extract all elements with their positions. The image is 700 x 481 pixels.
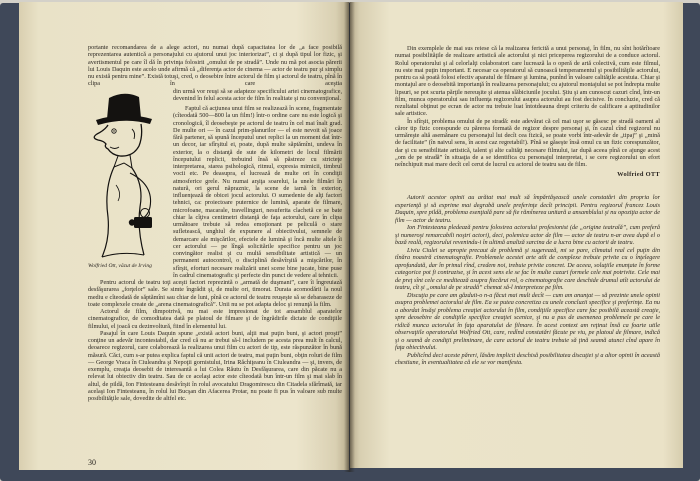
left-paragraph: Pentru actorul de teatru toţi aceşti factori reprezintă o „armată de duşmani”, care îi îngreuiază desfăşurarea „forţelor” sale. Se simte îngrădit şi, de multe ori, timorat. Durata acomodării la noul mediu e cîteodată de săptămîni sau chiar de luni, pînă ce actorul de teatru reuşeşte să se debaraseze de toate complexele create de „arena cinematografică”. Unii nu se pot adapta deloc şi renunţă la film. — [88, 279, 342, 308]
editorial-paragraph: Liviu Ciulei se apropie precaut de problemă şi sugerează, mi se pare, climatul real cel puţin din tînăra noastră cinematografie. Problemele acestei arte atît de complexe trebuie privite cu o înţelegere aprofundată, dar în primul rînd, credem noi, trebuie privite concret. De aceea, soluţiile enunţate în forme categorice pot fi contrazise, şi în acest sens ele se fac în multe cazuri formele cele mai potrivite. Cele mai de preţ sînt cele ce meditează asupra fiecărui rol, o cinematografie care deschide drumul atît actorului de teatru, cît şi „omului de pe stradă” chemat să-l interpreteze pe film. — [395, 246, 660, 291]
left-paragraph: Pasajul în care Louis Daquin spune „există actori buni, alţii mai puţin buni, şi actori proşti” conţine un adevăr incontestabil, dar cred că nu ar trebui să-l includem pe acesta prea mult în calcul, deoarece regizorul, care colaborează la realizarea unui film cu actori de tip, este răspunzător în bună măsură. Căci, cum s-ar putea explica faptul că unii actori de teatru, mai puţin buni, obţin roluri de film — George Vraca în Ciuleandra şi Nepoţii gornistului, Irina Răchiţeanu în Ciuleandra — şi, invers, de exemplu, creaţia deosebit de interesantă a lui Colea Răutu în Desfăşurarea, care din păcate nu a relevat lui obiectiv din teatru. Sau de ce acelaşi actor este cîteodată bun într-un film şi mai slab în altul, de pildă, Ion Fintesteanu desăvîrşit în rolul avocatului Dragomirescu din Citadela sfărîmată, iar acelaşi Ion Fintesteanu, în rolul lui Bucşan din Afacerea Protar, nu poate fi pus în valoare sub multe posibilităţile sale, dovedite de altfel etc. — [88, 329, 342, 402]
caricature-figure — [88, 89, 168, 273]
editorial-note — [395, 194, 660, 367]
right-paragraph: În sfîrşit, problema omului de pe stradă: este adevărat că cel mai uşor se găsesc pe stradă oameni al căror tip fizic corespunde cu părerea formată de regizor despre personaj şi, în cazul cînd regizorul nu urmăreşte altă asemănare cu personajul lui decît cea fizică, se poate vorbi într-adevăr de „tipaj” şi „mină de facilitate” (în naivul sens, în acest caz regretabil!). Pînă se găseşte însă omul cu un fizic corespunzător, dar şi cu sensibilitate artistică, talent şi alte calităţi necesare filmului, iar după aceea pînă ce ajunge acest „om de pe stradă” în situaţia de a se identifica cu personajul interpretat, i se cere regizorului un efort neînchipuit mai mare decît cel cerut de lucrul cu actorul de teatru sau de film. — [395, 117, 660, 168]
left-paragraph: Actorul de film, dimpotrivă, nu mai este impresionat de tot ansamblul aparatelor cinematografice, de comoditatea dată pe platoul de filmare şi de îngrădirile dictate de condiţiile filmului, el joacă cu dezinvoltură, fiind în elementul lui. — [88, 308, 342, 330]
left-paragraph: Faptul că acţiunea unui film se realizează în scene, fragmentate (cîteodată 500—800 la un film!) într-o ordine care nu este logică şi cronologică, îl deosebeşte pe actorul de teatru în cel mai înalt grad. De multe ori — în cazul prim-planurilor — el este nevoit să joace fără partener, să spună începutul unei replici la un moment dat într-un decor, iar sfîrşitul ei, poate, după multe săptămîni, undeva în exterior, la o distanţă de sute de kilometri de locul filmării începutului replicii, trebuind însă să păstreze cu stricteţe interpretarea, starea psihologică, ritmul, expresia mimicii, timbrul vocii etc. Pe deasupra, el lucrează de multe ori în condiţii atmosferice grele. Nu numai arşiţa soarelui, la unele filmări în natură, ori gerul năpraznic, la scene de iarnă în exterior, influenţează de obicei jocul actorului. O sumedenie de alţi factori tehnici, ca: proiectoare puternice de lumină, aparate de filmare, microfoane, macarale, travellinguri, nesuferita clachetă ce se bate chiar la cîţiva centimetri distanţă de faţa actorului, care în clipa următoare trebuie să redea emoţionant pe peliculă o stare sufletească, unghiul de expunere al obiectivului, semnele de demarcare ale mişcărilor, efectele de lumină şi încă multe altele îi cer actorului — pe lîngă solicitările specifice pentru un joc convingător realist şi cu multă sensibilitate artistică — un permanent autocontrol, o disciplină desăvîrşită a mişcărilor, în sfîrşit, eforturi necesare realizării unei scene bine jucate, bine puse în cadrul cinematografic şi perfecte din punct de vedere al tehnicii. — [173, 105, 342, 279]
editorial-paragraph: Publicînd deci aceste păreri, lăsăm implicit deschisă posibilitatea discuţiei şi a altor opinii în această chestiune, în eventualitatea că ele se vor manifesta. — [395, 351, 660, 366]
book-gutter — [344, 2, 355, 472]
caricature-illustration — [88, 89, 168, 261]
right-page-text — [395, 45, 660, 168]
left-paragraph: portante recomandarea de a alege actori, nu numai după capacitatea lor de „a face posibilă reprezentarea autentică a personajului cu ajutorul unui joc interiorizat”, ci şi după tipul lor fizic, şi avertismentul pe care îl dă în privinţa folosirii „omului de pe stradă”. Unde nu mă pot asocia părerii lui Louis Daquin este acolo unde afirmă că „diferenţa actor de cinema — actor de teatru pur şi simplu nu există pentru mine”. Există totuşi, cred, o deosebire între actorul de film şi actorul de teatru, pînă în clipa în care aceştia — [88, 44, 342, 88]
editorial-paragraph: Discuţia pe care am găzduit-o n-a făcut mai mult decît — cum am anunţat — să prezinte unele opinii asupra problemei actorului de film. Ea se putea concretiza cu unele concluzii specifice şi preferinţe. Ea nu a abordat însăşi problema creaţiei actorului în film, condiţiile specifice care fac posibilă această creaţie, spre deosebire de condiţiile specifice creaţiei scenice, şi nu a pus de asemenea problemele pe care le ridică munca actorului în faţa aparatului de filmare. În acest context am reţinut însă ca foarte utile observaţiile operatorului Wolfried Ott, care, redînd constatări făcute pe viu, pe platoul de filmare, indică şi o seamă de condiţii preliminare, de care actorul de teatru trebuie să ţină seamă atunci cînd apare în faţa obiectivului. — [395, 291, 660, 351]
left-paragraph: din urmă vor reuşi să se adapteze specificului artei cinematografice, devenind în felul acesta actor de film în realitate şi nu convenţional. — [173, 87, 342, 102]
editorial-paragraph: Autorii acestor opinii au arătat mai mult să împărtăşească unele constatări din propria lor experienţă şi să exprime mai degrabă unele preferinţe decît principii. Pentru regizorul francez Louis Daquin, spre pildă, problema esenţială pare să fie rămînerea unitară a ansamblului şi nu opoziţia actor de film — actor de teatru. — [395, 194, 660, 224]
editorial-paragraph: Ion Fintesteanu pledează pentru folosirea actorului profesionist (de „origine teatrală”, cum preferă şi numeroşi remarcabili noştri actori), deci, polemica actor de film — actor de teatru n-ar avea după el o bază reală, regizorului revenindu-i în ultimă analiză sarcina de a lucra bine cu actorii de teatru. — [395, 224, 660, 246]
author-signature: Wolfried OTT — [617, 171, 660, 178]
figure-caption: Wolfried Ott, văzut de Irving — [88, 263, 152, 270]
left-page-text — [88, 44, 342, 402]
page-number: 30 — [88, 458, 96, 467]
right-paragraph: Din exemplele de mai sus reiese că la realizarea fericită a unui personaj, în film, nu sînt hotărîtoare numai posibilităţile de realizare artistică ale actorului şi nici priceperea regizorului de a conduce actorul. Rolul operatorului şi al celorlalţi colaboratori care lucrează la o operă de artă colectivă, cum este filmul, nu este mai puţin important. E necesar ca operatorul să cunoască temperamentul şi posibilităţile actorului, pentru ca să poată folosi efectiv aparatul de filmare şi lumina, punînd în valoare calităţile acestuia. Chiar şi montajul are o deosebită importanţă în realizarea personajului; cu ajutorul montajului se pot îndrepta multe lipsuri, se pot scurta părţile nereuşite şi atenua slăbiciunile jocului. Ştiu şi am cunoscut cazuri cînd, într-un film, munca operatorului sau influenţa regizorului asupra actorului au fost decisive. În concluzie, cred că rezultatul obţinut pe ecran de actor nu trebuie luat întotdeauna drept criteriu de calificare a aptitudinilor sale artistice. — [395, 45, 660, 118]
